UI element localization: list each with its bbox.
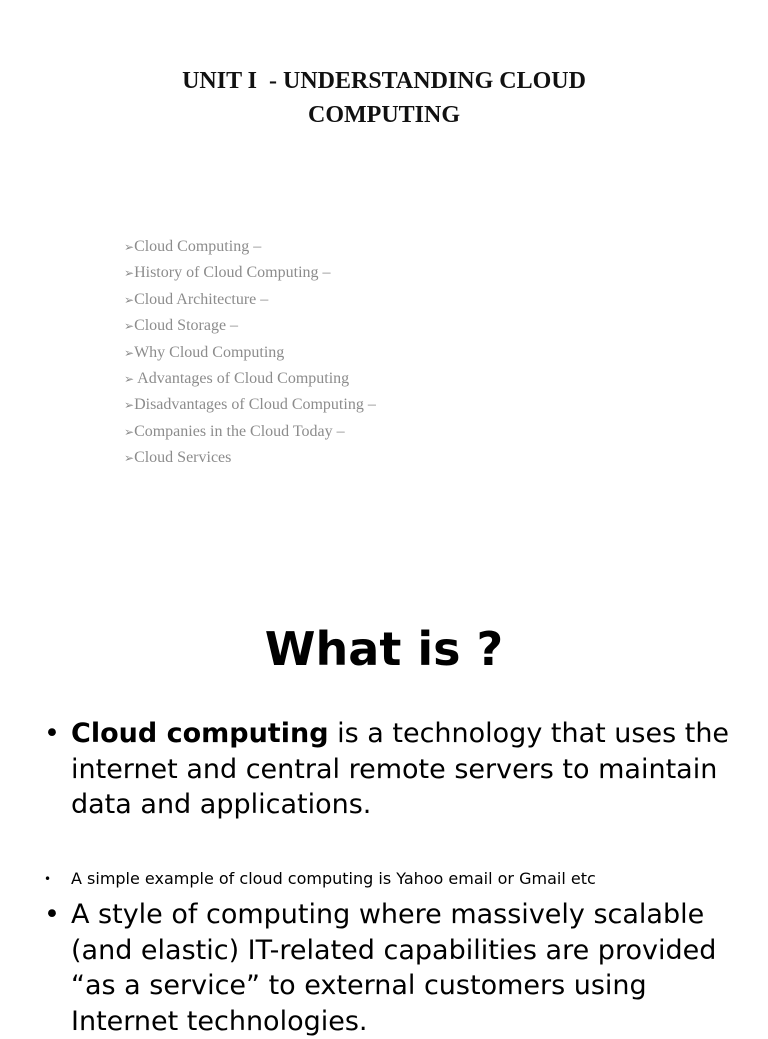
slide-title-line-2: COMPUTING xyxy=(308,102,460,128)
topic-label: Cloud Computing – xyxy=(134,238,262,255)
topic-item xyxy=(124,289,376,315)
topic-label: Cloud Architecture – xyxy=(134,290,269,308)
arrowhead-bullet-icon: ➢ xyxy=(124,319,135,334)
definition-text: is a technology that uses the internet and central remote servers to maintain data and applications. xyxy=(71,718,730,820)
arrowhead-bullet-icon: ➢ xyxy=(124,451,135,466)
bullet-dot-icon: • xyxy=(44,872,52,886)
arrowhead-bullet-icon: ➢ xyxy=(124,424,135,439)
topic-item xyxy=(124,368,376,394)
topic-label: Companies in the Cloud Today – xyxy=(134,422,345,440)
topic-item xyxy=(124,342,376,368)
arrowhead-bullet-icon: ➢ xyxy=(124,240,135,254)
topic-list xyxy=(124,236,376,474)
bold-term: Cloud computing xyxy=(71,718,329,749)
arrowhead-bullet-icon: ➢ xyxy=(124,345,135,360)
arrowhead-bullet-icon: ➢ xyxy=(124,266,135,281)
topic-item xyxy=(124,262,376,288)
bullet-dot-icon: • xyxy=(44,899,60,930)
bullet-text xyxy=(71,716,741,823)
topic-item xyxy=(124,421,376,447)
bullet-dot-icon: • xyxy=(44,718,60,749)
topic-label: Cloud Storage – xyxy=(134,317,239,335)
bullet-text: A simple example of cloud computing is Yahoo email or Gmail etc xyxy=(71,869,596,888)
bullet-text: A style of computing where massively scalable (and elastic) IT-related capabilities are provided “as a service” to external customers using Internet technologies. xyxy=(71,899,717,1037)
topic-label: Advantages of Cloud Computing xyxy=(134,369,350,387)
topic-item xyxy=(124,394,376,420)
topic-label: Disadvantages of Cloud Computing – xyxy=(134,396,376,414)
arrowhead-bullet-icon: ➢ xyxy=(124,292,135,307)
topic-label: Cloud Services xyxy=(134,449,232,467)
topic-item xyxy=(124,236,376,262)
slide-title-line-1: UNIT I - UNDERSTANDING CLOUD xyxy=(182,68,586,94)
arrowhead-bullet-icon: ➢ xyxy=(124,398,135,413)
arrowhead-bullet-icon: ➢ xyxy=(124,371,135,386)
topic-label: Why Cloud Computing xyxy=(134,343,285,361)
topic-label: History of Cloud Computing – xyxy=(134,264,331,282)
topic-item xyxy=(124,315,376,341)
topic-item xyxy=(124,447,376,473)
section-heading: What is ? xyxy=(264,622,504,676)
slide-title xyxy=(0,64,768,132)
